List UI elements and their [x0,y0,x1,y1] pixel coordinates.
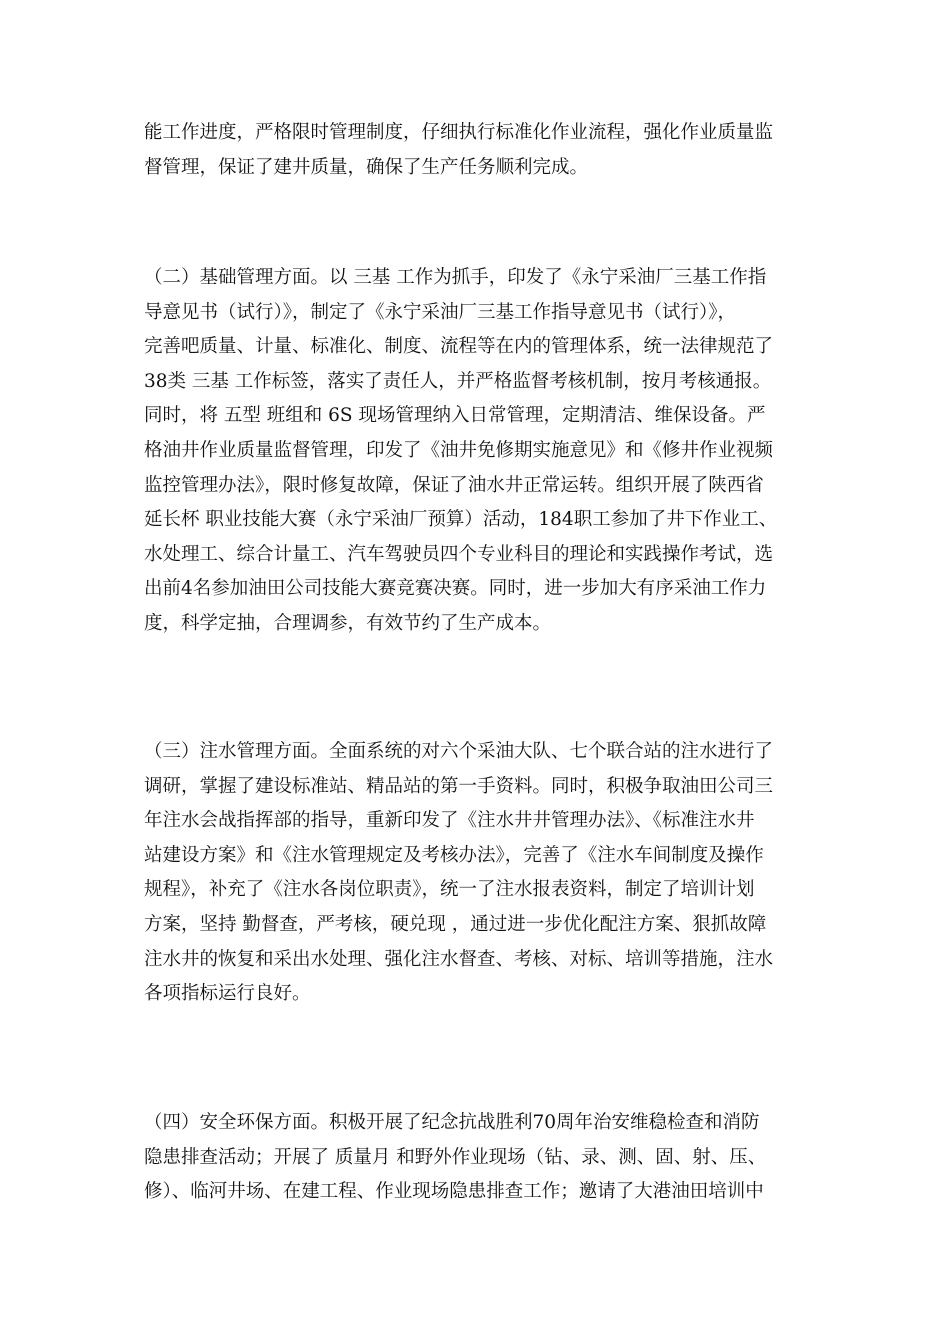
paragraph-safety-environment: （四）安全环保方面。积极开展了纪念抗战胜利70周年治安维稳检查和消防 隐患排查活动；开展了 质量月 和野外作业现场（钻、录、测、固、射、压、 修）、临河井场、在建工程、作业现场隐患排查工作；邀请了大港油田培训中 [144,1112,767,1203]
paragraph-construction-progress: 能工作进度，严格限时管理制度，仔细执行标准化作业流程，强化作业质量监 督管理，保证了建井质量，确保了生产任务顺利完成。 [144,122,774,178]
paragraph-water-injection-management: （三）注水管理方面。全面系统的对六个采油大队、七个联合站的注水进行了 调研，掌握了建设标准站、精品站的第一手资料。同时，积极争取油田公司三 年注水会战指挥部的指导，重新印发了《注水井井管理办法》、《标准注水井 站建设方案》和《注水管理规定及考核办法》，完善了《注水车间制度及操作 规程》，补充了《注水各岗位职责》，统一了注水报表资料，制定了培训计划 方案，坚持 勤督查，严考核，硬兑现 ，通过进一步优化配注方案、狠抓故障 注水井的恢复和采出水处理、强化注水督查、考核、对标、培训等措施，注水 各项指标运行良好。 [144,741,774,1005]
paragraph-basic-management: （二）基础管理方面。以 三基 工作为抓手，印发了《永宁采油厂三基工作指 导意见书（试行）》，制定了《永宁采油厂三基工作指导意见书（试行）》， 完善吧质量、计量、标准化、制度、流程等在内的管理体系，统一法律规范了 38类 三基 工作标签，落实了责任人，并严格监督考核机制，按月考核通报。 同时，将 五型 班组和 6S 现场管理纳入日常管理，定期清洁、维保设备。严 格油井作业质量监督管理，印发了《油井免修期实施意见》和《修井作业视频 监控管理办法》，限时修复故障，保证了油水井正常运转。组织开展了陕西省 延长杯 职业技能大赛（永宁采油厂预算）活动，184职工参加了井下作业工、 水处理工、综合计量工、汽车驾驶员四个专业科目的理论和实践操作考试，选 出前4名参加油田公司技能大赛竞赛决赛。同时，进一步加大有序采油工作力 度，科学定抽，合理调参，有效节约了生产成本。 [144,267,778,634]
